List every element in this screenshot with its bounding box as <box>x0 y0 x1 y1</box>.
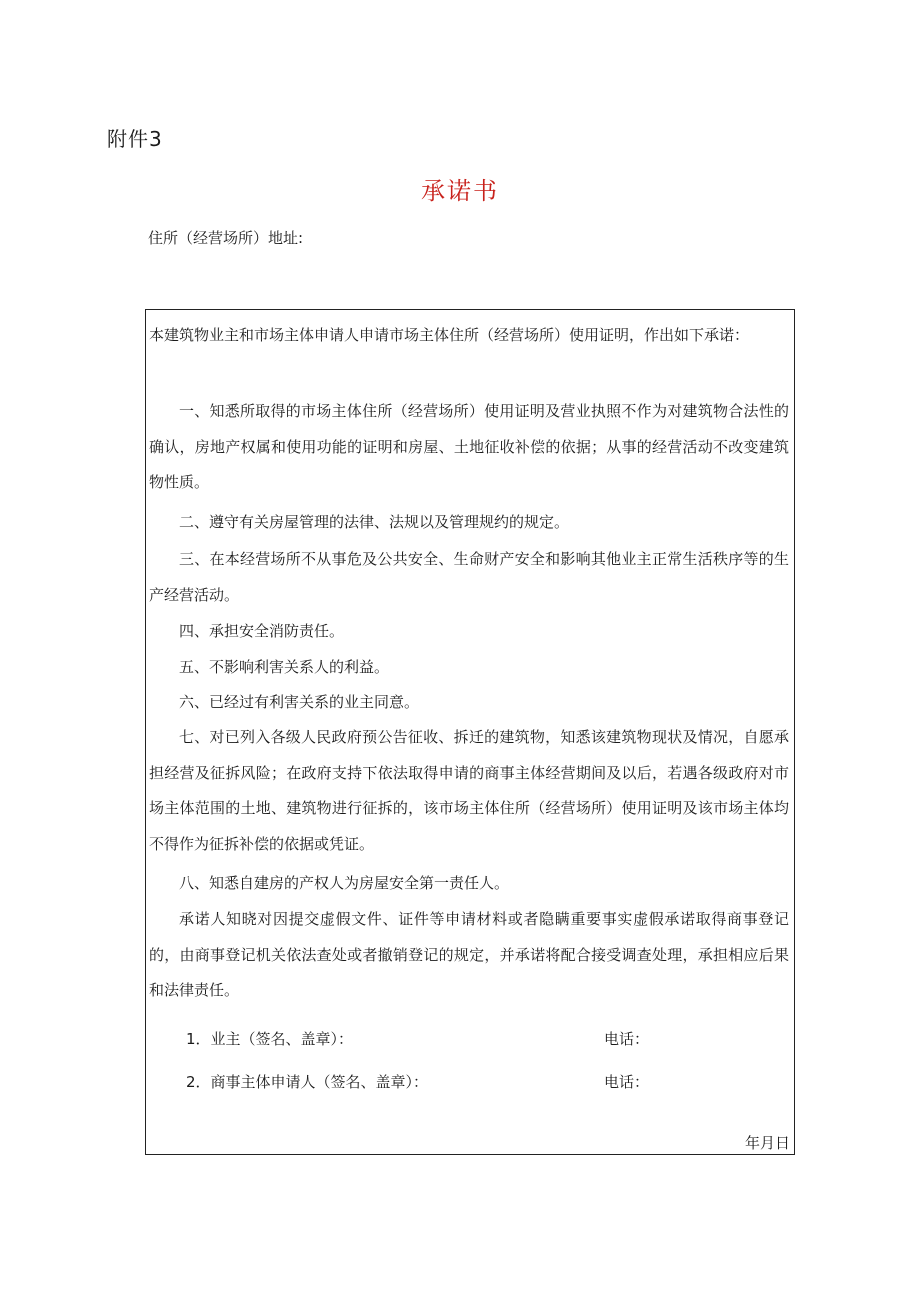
item-7: 七、对已列入各级人民政府预公告征收、拆迁的建筑物，知悉该建筑物现状及情况，自愿承担经营及征拆风险；在政府支持下依法取得申请的商事主体经营期间及以后，若遇各级政府对市场主体范围的土地、建筑物进行征拆的，该市场主体住所（经营场所）使用证明及该市场主体均不得作为征拆补偿的依据或凭证。 <box>149 728 789 853</box>
date-label: 年月日 <box>744 1134 790 1152</box>
owner-signature-label: 1．业主（签名、盖章）： <box>186 1030 354 1048</box>
applicant-signature-label: 2．商事主体申请人（签名、盖章）： <box>186 1073 429 1091</box>
owner-phone-label: 电话： <box>604 1030 650 1048</box>
closing-paragraph: 承诺人知晓对因提交虚假文件、证件等申请材料或者隐瞒重要事实虚假承诺取得商事登记的，由商事登记机关依法查处或者撤销登记的规定，并承诺将配合接受调查处理，承担相应后果和法律责任。 <box>149 910 789 1000</box>
item-5: 五、不影响利害关系人的利益。 <box>179 658 390 676</box>
item-6: 六、已经过有利害关系的业主同意。 <box>179 693 420 711</box>
address-label: 住所（经营场所）地址: <box>148 229 304 247</box>
applicant-phone-label: 电话： <box>604 1073 650 1091</box>
document-title: 承诺书 <box>421 177 499 205</box>
item-3: 三、在本经营场所不从事危及公共安全、生命财产安全和影响其他业主正常生活秩序等的生产经营活动。 <box>149 550 789 604</box>
attachment-label: 附件3 <box>107 127 163 151</box>
item-1: 一、知悉所取得的市场主体住所（经营场所）使用证明及营业执照不作为对建筑物合法性的确认，房地产权属和使用功能的证明和房屋、土地征收补偿的依据；从事的经营活动不改变建筑物性质。 <box>149 402 789 492</box>
item-4: 四、承担安全消防责任。 <box>179 622 345 640</box>
commitment-box <box>145 309 795 1155</box>
item-8: 八、知悉自建房的产权人为房屋安全第一责任人。 <box>179 874 510 892</box>
intro-paragraph: 本建筑物业主和市场主体申请人申请市场主体住所（经营场所）使用证明，作出如下承诺： <box>149 326 750 344</box>
item-2: 二、遵守有关房屋管理的法律、法规以及管理规约的规定。 <box>179 513 570 531</box>
